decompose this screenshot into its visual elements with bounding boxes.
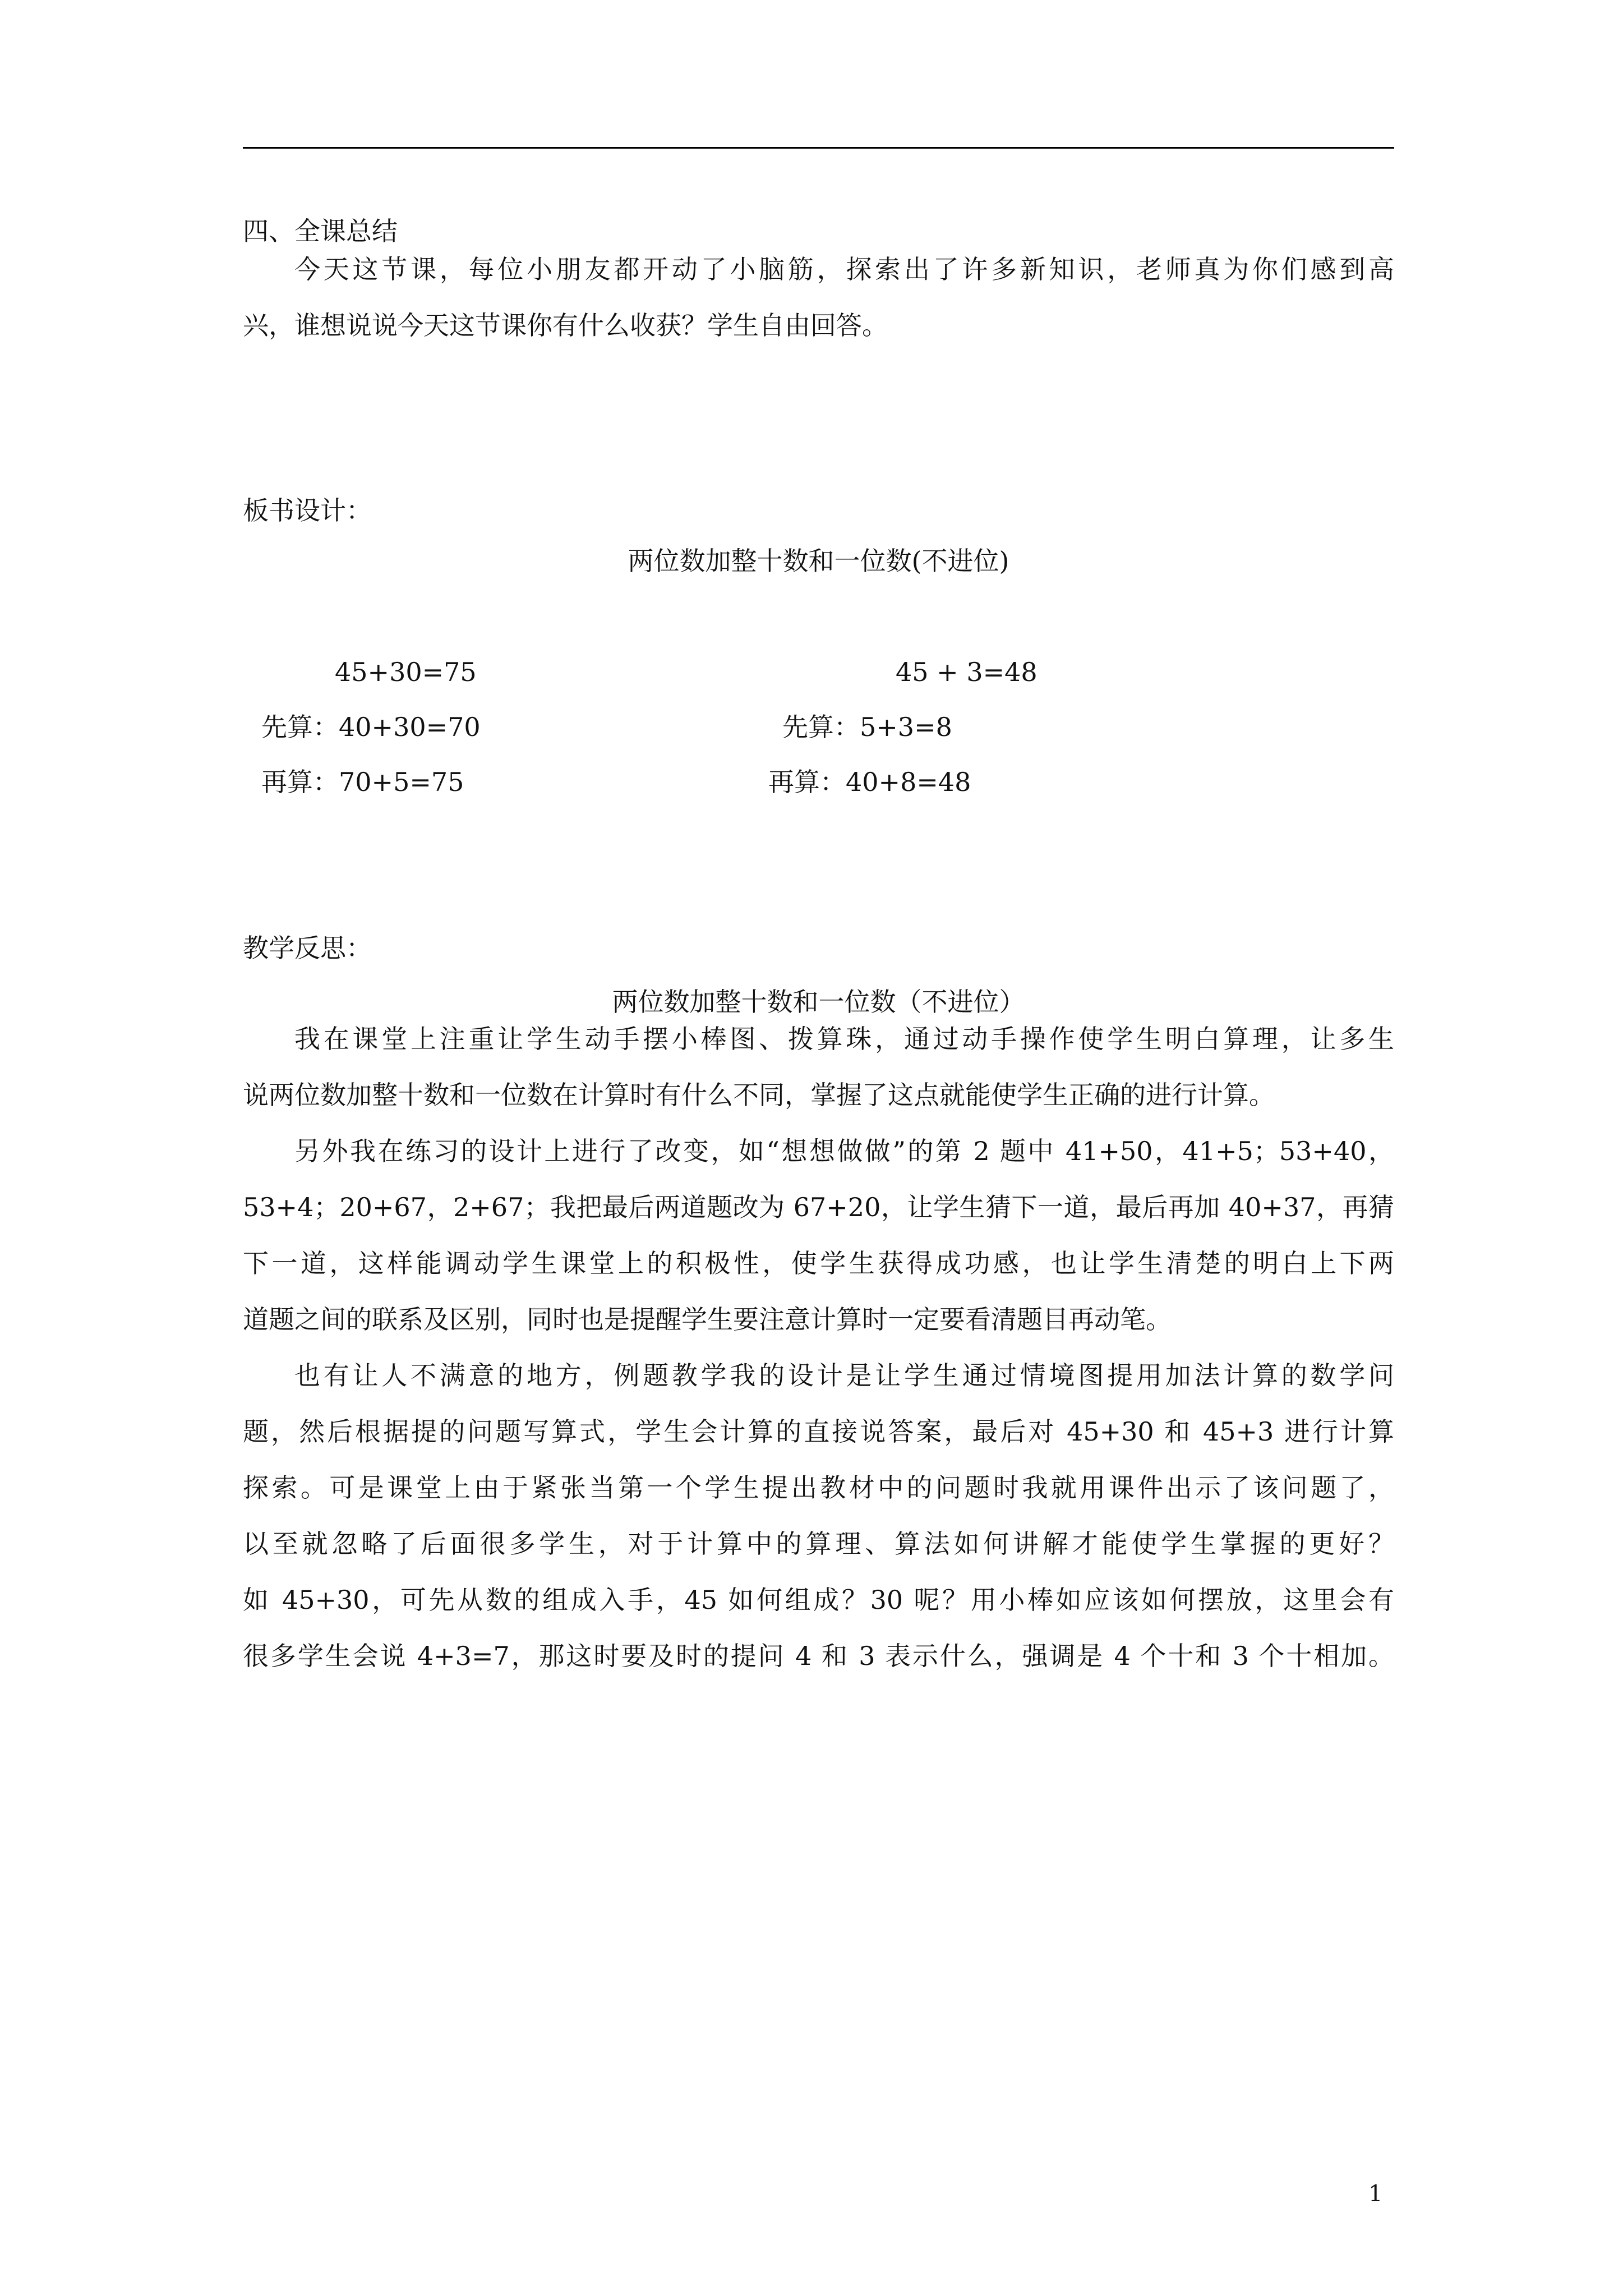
board-design-title: 两位数加整十数和一位数(不进位)	[628, 546, 1009, 576]
paragraph-line: 下一道，这样能调动学生课堂上的积极性，使学生获得成功感，也让学生清楚的明白上下两	[243, 1248, 1394, 1278]
paragraph-line: 说两位数加整十数和一位数在计算时有什么不同，掌握了这点就能使学生正确的进行计算。	[243, 1080, 1275, 1110]
right-equation: 45 + 3=48	[896, 657, 1038, 687]
paragraph-line: 如 45+30，可先从数的组成入手，45 如何组成？30 呢？用小棒如应该如何摆放，这里会有	[243, 1585, 1394, 1615]
paragraph-line: 道题之间的联系及区别，同时也是提醒学生要注意计算时一定要看清题目再动笔。	[243, 1304, 1172, 1335]
reflection-title: 两位数加整十数和一位数（不进位）	[612, 987, 1025, 1017]
section-paragraph	[243, 241, 1394, 353]
paragraph-line: 53+4；20+67，2+67；我把最后两道题改为 67+20，让学生猜下一道，最后再加 40+37，再猜	[243, 1192, 1394, 1222]
paragraph-line: 很多学生会说 4+3=7，那这时要及时的提问 4 和 3 表示什么，强调是 4 个十和 3 个十相加。	[243, 1641, 1394, 1671]
reflection-paragraph-2	[243, 1123, 1394, 1347]
board-design-label: 板书设计：	[243, 495, 372, 526]
left-equation: 45+30=75	[335, 657, 477, 687]
section-heading: 四、全课总结	[243, 216, 398, 246]
paragraph-line: 兴，谁想说说今天这节课你有什么收获？学生自由回答。	[243, 310, 888, 341]
paragraph-line: 探索。可是课堂上由于紧张当第一个学生提出教材中的问题时我就用课件出示了该问题了，	[243, 1473, 1394, 1503]
paragraph-line: 今天这节课，每位小朋友都开动了小脑筋，探索出了许多新知识，老师真为你们感到高	[294, 254, 1394, 284]
left-first-step: 先算：40+30=70	[261, 712, 481, 742]
left-then-step: 再算：70+5=75	[261, 767, 464, 797]
right-first-step: 先算：5+3=8	[782, 712, 952, 742]
page-number: 1	[1368, 2181, 1383, 2207]
right-then-step: 再算：40+8=48	[768, 767, 971, 797]
paragraph-line: 也有让人不满意的地方，例题教学我的设计是让学生通过情境图提用加法计算的数学问	[294, 1360, 1394, 1391]
paragraph-line: 以至就忽略了后面很多学生，对于计算中的算理、算法如何讲解才能使学生掌握的更好？	[243, 1529, 1394, 1559]
paragraph-line: 题，然后根据提的问题写算式，学生会计算的直接说答案，最后对 45+30 和 45+3 进行计算	[243, 1416, 1394, 1447]
header-rule	[243, 147, 1394, 149]
reflection-paragraph-1	[243, 1011, 1394, 1123]
reflection-paragraph-3	[243, 1347, 1394, 1684]
paragraph-line: 另外我在练习的设计上进行了改变，如“想想做做”的第 2 题中 41+50，41+5；53+40，	[294, 1136, 1394, 1166]
paragraph-line: 我在课堂上注重让学生动手摆小棒图、拨算珠，通过动手操作使学生明白算理，让多生	[294, 1024, 1394, 1054]
reflection-label: 教学反思：	[243, 933, 372, 963]
